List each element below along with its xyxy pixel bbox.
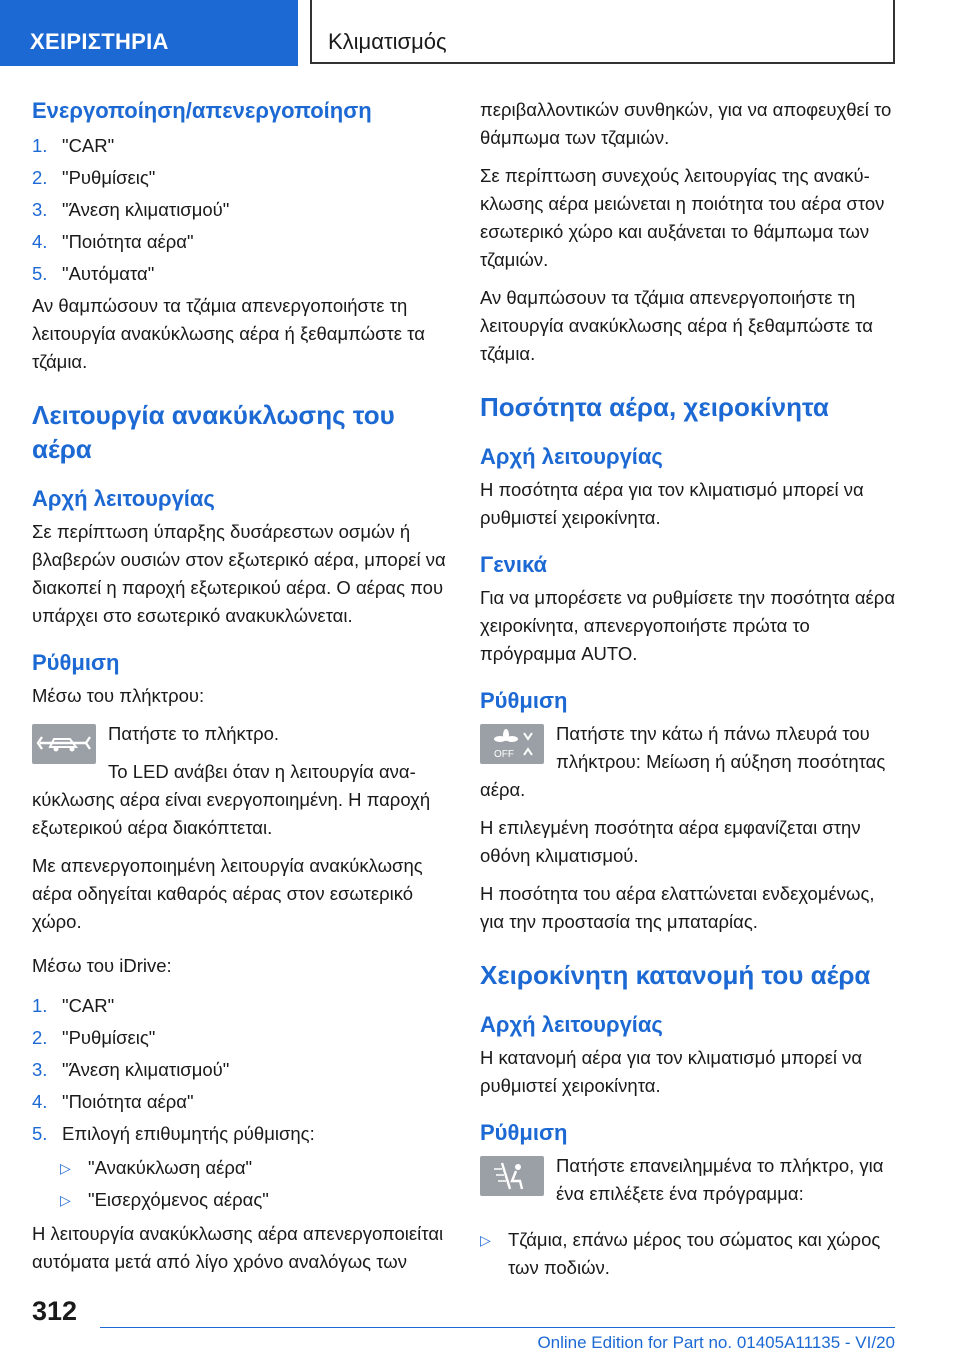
svg-text:OFF: OFF bbox=[494, 749, 514, 760]
paragraph: Σε περίπτωση συνεχούς λειτουργίας της ανακύκλωσης αέρα μειώνεται η ποιότητα του αέρα στον εσωτερικό χώρο και αυξάνεται το θάμπωμα των τζαμιών. bbox=[480, 165, 885, 270]
heading-principle: Αρχή λειτουργίας bbox=[32, 486, 215, 511]
paragraph: Η ποσότητα του αέρα ελαττώνεται ενδεχομένως, για την προστασία της μπαταρίας. bbox=[480, 883, 875, 932]
list-item: 4. "Ποιότητα αέρα" bbox=[32, 1091, 194, 1112]
right-column bbox=[480, 96, 900, 1282]
paragraph: Η επιλεγμένη ποσότητα αέρα εμφανίζεται στην οθόνη κλιματισμού. bbox=[480, 817, 861, 866]
list-item: 4. "Ποιότητα αέρα" bbox=[32, 231, 194, 252]
heading-setting: Ρύθμιση bbox=[480, 688, 568, 713]
list-item: 3. "Άνεση κλιματισμού" bbox=[32, 1059, 230, 1080]
heading-air-distribution: Χειροκίνητη κατανομή του αέρα bbox=[480, 960, 871, 990]
heading-recirculation: Λειτουργία ανακύκλωσης του αέρα bbox=[32, 400, 395, 464]
list-item: 1. "CAR" bbox=[32, 135, 115, 156]
program-bullets bbox=[480, 1226, 900, 1282]
fan-button-row bbox=[480, 720, 900, 814]
list-item: ▷ "Ανακύκλωση αέρα" bbox=[60, 1152, 452, 1184]
heading-toggle: Ενεργοποίηση/απενεργοποίηση bbox=[32, 98, 372, 123]
steps-list-1 bbox=[32, 130, 452, 290]
heading-air-quantity: Ποσότητα αέρα, χειροκίνητα bbox=[480, 392, 829, 422]
paragraph: Για να μπορέσετε να ρυθμίσετε την ποσότητα αέρα χειροκίνητα, απενεργοποιήστε πρώτα το πρόγραμμα AUTO. bbox=[480, 587, 896, 664]
heading-principle: Αρχή λειτουργίας bbox=[480, 1012, 663, 1037]
edition-footer: Online Edition for Part no. 01405A11135 - VI/20 bbox=[537, 1333, 895, 1352]
left-column bbox=[32, 96, 452, 1286]
paragraph: Σε περίπτωση ύπαρξης δυσάρεστων οσμών ή βλαβερών ουσιών στον εξωτερικό αέρα, μπορεί να διακοπεί η παροχή εξωτερικού αέρα. Ο αέρας που υπάρχει στο εσωτερικό ανακυκλώνεται. bbox=[32, 521, 446, 626]
distribution-button-row bbox=[480, 1152, 900, 1218]
option-bullets bbox=[32, 1152, 452, 1216]
paragraph: Αν θαμπώσουν τα τζάμια απενεργοποιήστε τη λειτουργία ανακύκλωσης αέρα ή ξεθαμπώστε τα τζάμια. bbox=[480, 287, 873, 364]
paragraph: Η ποσότητα αέρα για τον κλιματισμό μπορεί να ρυθμιστεί χειροκίνητα. bbox=[480, 479, 864, 528]
list-item: 2. "Ρυθμίσεις" bbox=[32, 167, 156, 188]
fan-button-icon bbox=[480, 724, 544, 764]
page-number: 312 bbox=[32, 1296, 78, 1326]
list-item: ▷ "Εισερχόμενος αέρας" bbox=[60, 1184, 452, 1216]
list-item: 5. Επιλογή επιθυμητής ρύθμισης: bbox=[32, 1123, 315, 1144]
air-distribution-button-icon bbox=[480, 1156, 544, 1196]
steps-list-2 bbox=[32, 990, 452, 1150]
paragraph: Πατήστε το πλήκτρο. bbox=[108, 723, 280, 744]
triangle-bullet-icon: ▷ bbox=[60, 1160, 71, 1176]
section-tab: ΧΕΙΡΙΣΤΗΡΙΑ bbox=[0, 0, 298, 66]
paragraph: Το LED ανάβει όταν η λειτουργία ανακύκλωσης αέρα είναι ενεργοποιημένη. Η παροχή εξωτερικού αέρα διακόπτεται. bbox=[32, 761, 431, 838]
list-item: 5. "Αυτόματα" bbox=[32, 263, 155, 284]
paragraph: Μέσω του iDrive: bbox=[32, 955, 172, 976]
paragraph: Μέσω του πλήκτρου: bbox=[32, 685, 205, 706]
paragraph: Πατήστε την κάτω ή πάνω πλευρά του πλήκτρου: Μείωση ή αύξηση ποσότητας αέρα. bbox=[480, 723, 886, 800]
chapter-title: Κλιματισμός bbox=[310, 0, 895, 64]
heading-general: Γενικά bbox=[480, 552, 548, 577]
heading-setting: Ρύθμιση bbox=[480, 1120, 568, 1145]
paragraph: Πατήστε επανειλημμένα το πλήκτρο, για ένα επιλέξετε ένα πρόγραμμα: bbox=[556, 1155, 884, 1204]
paragraph: Η λειτουργία ανακύκλωσης αέρα απενεργοποιείται αυτόματα μετά από λίγο χρόνο αναλόγως των bbox=[32, 1223, 444, 1272]
list-item: 1. "CAR" bbox=[32, 995, 115, 1016]
list-item: ▷ Τζάμια, επάνω μέρος του σώματος και χώρος των ποδιών. bbox=[480, 1226, 900, 1282]
paragraph: Με απενεργοποιημένη λειτουργία ανακύκλωσης αέρα οδηγείται καθαρός αέρας στον εσωτερικό χώρο. bbox=[32, 855, 423, 932]
footer-divider bbox=[100, 1327, 895, 1328]
list-item: 3. "Άνεση κλιματισμού" bbox=[32, 199, 230, 220]
heading-principle: Αρχή λειτουργίας bbox=[480, 444, 663, 469]
paragraph: Αν θαμπώσουν τα τζάμια απενεργοποιήστε τη λειτουργία ανακύκλωσης αέρα ή ξεθαμπώστε τα τζάμια. bbox=[32, 295, 425, 372]
list-item: 2. "Ρυθμίσεις" bbox=[32, 1027, 156, 1048]
heading-setting: Ρύθμιση bbox=[32, 650, 120, 675]
paragraph: περιβαλλοντικών συνθηκών, για να αποφευχθεί το θάμπωμα των τζαμιών. bbox=[480, 99, 892, 148]
triangle-bullet-icon: ▷ bbox=[480, 1232, 491, 1248]
recirculation-button-row bbox=[32, 720, 452, 852]
triangle-bullet-icon: ▷ bbox=[60, 1192, 71, 1208]
paragraph: Η κατανομή αέρα για τον κλιματισμό μπορεί να ρυθμιστεί χειροκίνητα. bbox=[480, 1047, 863, 1096]
recirculation-button-icon bbox=[32, 724, 96, 764]
